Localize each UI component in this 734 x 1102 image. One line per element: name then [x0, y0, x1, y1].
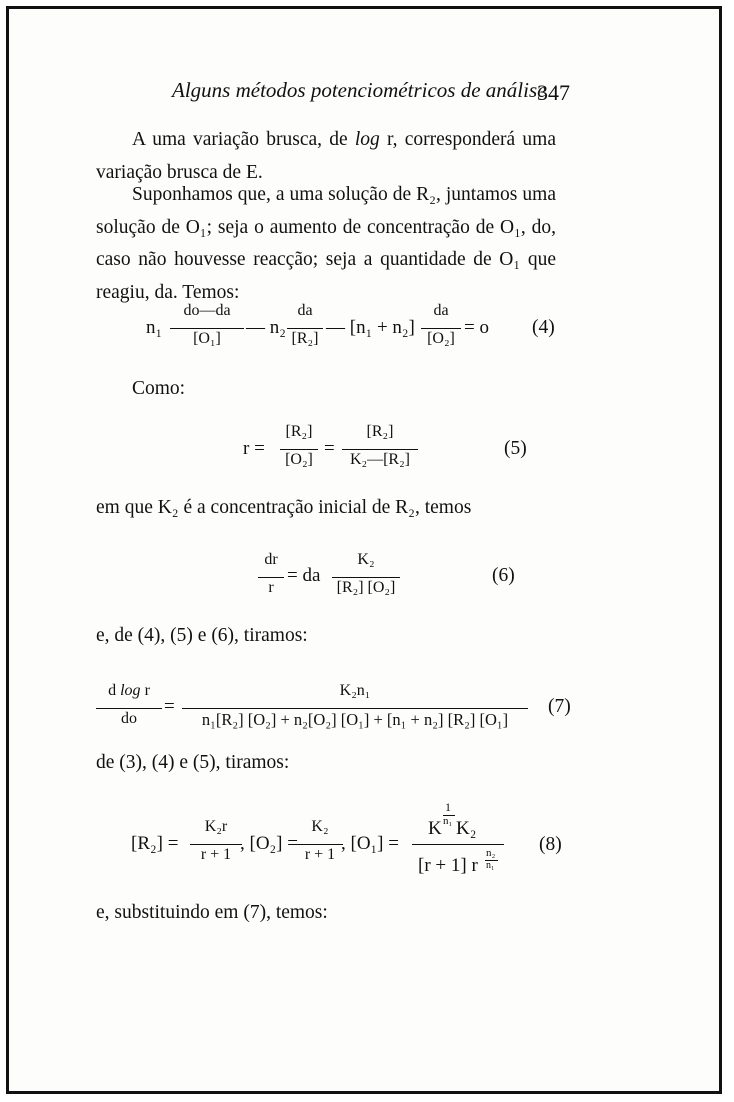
- eq7-lhs-num: [96, 682, 162, 700]
- eq7-lhs-fraction: [96, 682, 162, 742]
- eq6-fraction-2: [332, 551, 400, 611]
- eq4-f3-num: da: [433, 302, 449, 319]
- eq6-fraction-1: [258, 551, 284, 611]
- eq4-fraction-3: [421, 302, 461, 362]
- p1-italic: log: [354, 129, 380, 150]
- eq6-equals-da: = da: [287, 565, 321, 586]
- eq4-bracket: — [n₁ + n₂]: [326, 317, 415, 338]
- eq7-rhs-num: K₂n₁: [339, 682, 371, 699]
- eq4-f1-den: [O₁]: [193, 330, 221, 347]
- eq4-f1-bar: [170, 328, 244, 329]
- eq4-fraction-1: [170, 302, 244, 362]
- eq4-f2-bar: [287, 328, 323, 329]
- em-que-text: em que K₂ é a concentração inicial de R₂, temos: [96, 497, 472, 518]
- eq7-number: (7): [548, 696, 571, 717]
- eq4-number: (4): [532, 317, 555, 338]
- eq5-f1-bar: [280, 449, 318, 450]
- paragraph-2: Suponhamos que, a uma solução de R₂, juntamos uma solução de O₁; seja o aumento de concentração de O₁, do, caso não houvesse reacção; seja a quantidade de O₁ que reagiu, da. Temos:: [96, 184, 556, 303]
- eq7-lhs-den: do: [121, 710, 137, 727]
- eq4-minus-n2: — n₂: [246, 317, 286, 338]
- p1-prefix: A uma variação brusca, de: [132, 129, 355, 150]
- eq8-b-num: K₂: [311, 818, 329, 835]
- e-substituindo-text: e, substituindo em (7), temos:: [96, 902, 328, 923]
- eq8-b-den: r + 1: [304, 846, 336, 863]
- eq6-f2-den: [R₂] [O₂]: [336, 579, 396, 596]
- eq8-r2-lhs: [R₂] =: [131, 833, 179, 854]
- eq4-equals-zero: = o: [464, 317, 489, 338]
- de-3-text: de (3), (4) e (5), tiramos:: [96, 752, 290, 773]
- eq7-lhs-r: r: [140, 682, 150, 699]
- eq6-f1-bar: [258, 577, 284, 578]
- eq7-rhs-fraction: [182, 682, 528, 742]
- eq7-equals: =: [164, 696, 175, 717]
- page-number: 347: [537, 80, 570, 105]
- p1-suffix: r, corresponderá uma variação brusca de E.: [96, 129, 556, 183]
- eq8-c-exp-num: 1: [445, 800, 451, 814]
- como-label: Como:: [132, 378, 186, 399]
- running-title: Alguns métodos potenciométricos de análise: [172, 78, 547, 102]
- eq8-a-num: K₂r: [204, 818, 228, 835]
- eq5-f2-den: K₂—[R₂]: [349, 451, 411, 468]
- eq8-a-den: r + 1: [200, 846, 232, 863]
- eq8-c-den-main: [r + 1] r: [418, 855, 478, 876]
- eq5-r-equals: r =: [243, 438, 265, 459]
- eq4-f3-bar: [421, 328, 461, 329]
- eq6-f1-num: dr: [264, 551, 278, 568]
- eq4-f3-den: [O₂]: [427, 330, 455, 347]
- eq8-fraction-b: [297, 818, 343, 878]
- eq6-f2-num: K₂: [357, 551, 375, 568]
- eq4-f2-den: [R₂]: [291, 330, 319, 347]
- eq5-f2-bar: [342, 449, 418, 450]
- eq8-c-num-tail: K₂: [456, 818, 477, 839]
- eq8-fraction-a: [190, 818, 242, 878]
- eq7-rhs-bar: [182, 708, 528, 709]
- eq7-lhs-d: d: [108, 682, 121, 699]
- eq4-n1: n₁: [146, 317, 163, 338]
- eq5-number: (5): [504, 438, 527, 459]
- eq5-fraction-2: [342, 423, 418, 483]
- e-de-text: e, de (4), (5) e (6), tiramos:: [96, 625, 308, 646]
- eq8-o1-lhs: , [O₁] =: [341, 833, 399, 854]
- eq8-a-bar: [190, 844, 242, 845]
- eq5-equals: =: [324, 438, 335, 459]
- eq8-c-num-k: K: [428, 818, 442, 839]
- eq5-f2-num: [R₂]: [366, 423, 394, 440]
- eq4-f1-num: do—da: [183, 302, 231, 319]
- eq6-f2-bar: [332, 577, 400, 578]
- eq4-f2-num: da: [297, 302, 313, 319]
- eq8-o2-lhs: , [O₂] =: [240, 833, 298, 854]
- eq7-rhs-den: n₁[R₂] [O₂] + n₂[O₂] [O₁] + [n₁ + n₂] [R₂] [O₁]: [201, 710, 509, 729]
- eq6-f1-den: r: [268, 579, 274, 596]
- eq8-b-bar: [297, 844, 343, 845]
- eq8-c-den-exp-num: n₂: [486, 847, 496, 859]
- eq5-fraction-1: [280, 423, 318, 483]
- eq5-f1-den: [O₂]: [285, 451, 313, 468]
- eq4-fraction-2: [287, 302, 323, 362]
- eq8-c-den-exp-den: n₁: [486, 860, 495, 871]
- eq8-c-exp-den: n₁: [443, 815, 453, 827]
- eq7-lhs-bar: [96, 708, 162, 709]
- eq5-f1-num: [R₂]: [285, 423, 313, 440]
- eq6-number: (6): [492, 565, 515, 586]
- eq8-fraction-c: [412, 800, 504, 880]
- eq7-lhs-log: log: [120, 682, 141, 699]
- eq8-number: (8): [539, 834, 562, 855]
- eq8-c-bar: [412, 844, 504, 845]
